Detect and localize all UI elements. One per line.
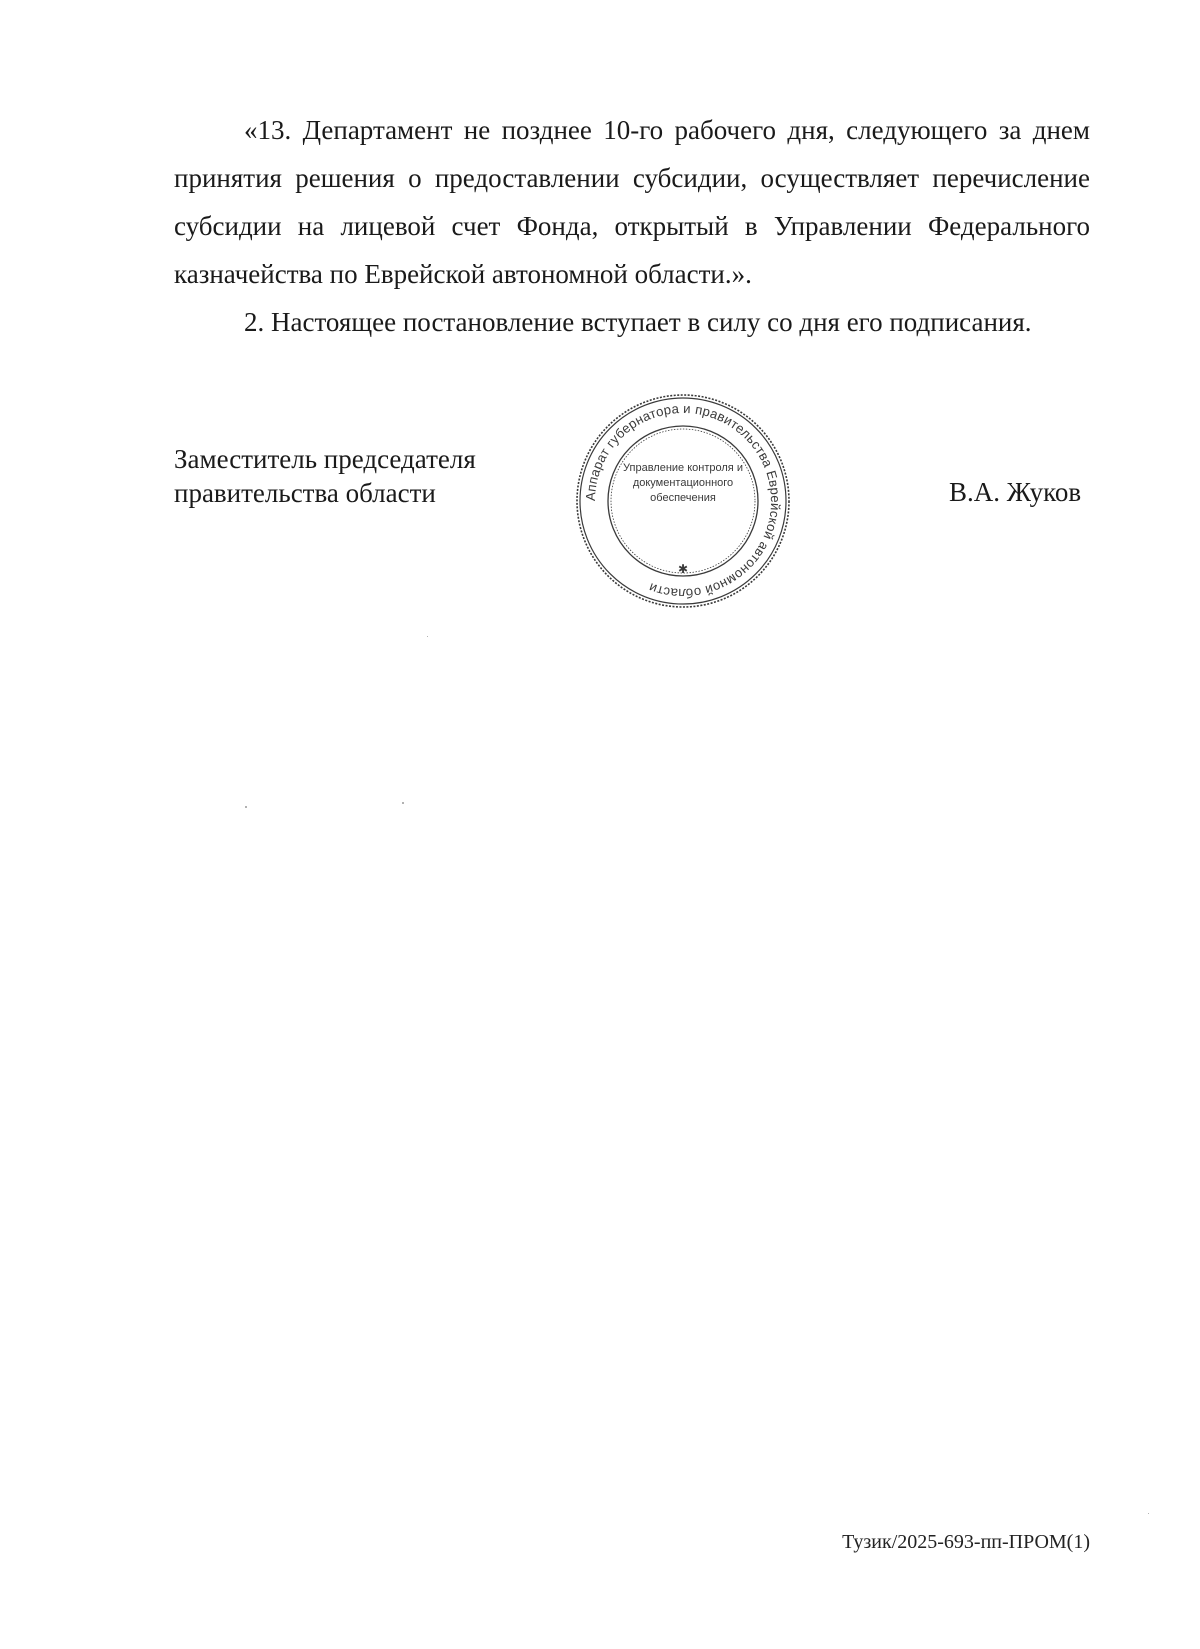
signatory-role-line-2: правительства области [174, 478, 436, 508]
scan-speck [1148, 1513, 1149, 1514]
signatory-name: В.А. Жуков [949, 477, 1082, 507]
document-body [174, 106, 1090, 346]
scan-speck [402, 802, 404, 804]
signatory-role [174, 442, 476, 510]
seal-outer-text: Аппарат губернатора и правительства Еврейской автономной области [582, 400, 784, 602]
scan-speck [427, 636, 428, 637]
document-code: Тузик/2025-693-пп-ПРОМ(1) [842, 1531, 1090, 1553]
seal-star-icon: ✱ [677, 562, 689, 576]
scan-speck [245, 806, 247, 808]
seal-inner-line-3: обеспечения [650, 492, 716, 504]
signatory-role-line-1: Заместитель председателя [174, 444, 476, 474]
seal-inner-line-2: документационного [632, 477, 734, 489]
paragraph-13: «13. Департамент не позднее 10-го рабочего дня, следующего за днем принятия решения о предоставлении субсидии, осуществляет перечисление субсидии на лицевой счет Фонда, открытый в Управлении Федерального казначейства по Еврейской автономной области.». [174, 115, 1090, 289]
official-seal [573, 391, 793, 611]
seal-inner-line-1: Управление контроля и [623, 462, 743, 474]
paragraph-2: 2. Настоящее постановление вступает в силу со дня его подписания. [244, 307, 1032, 337]
